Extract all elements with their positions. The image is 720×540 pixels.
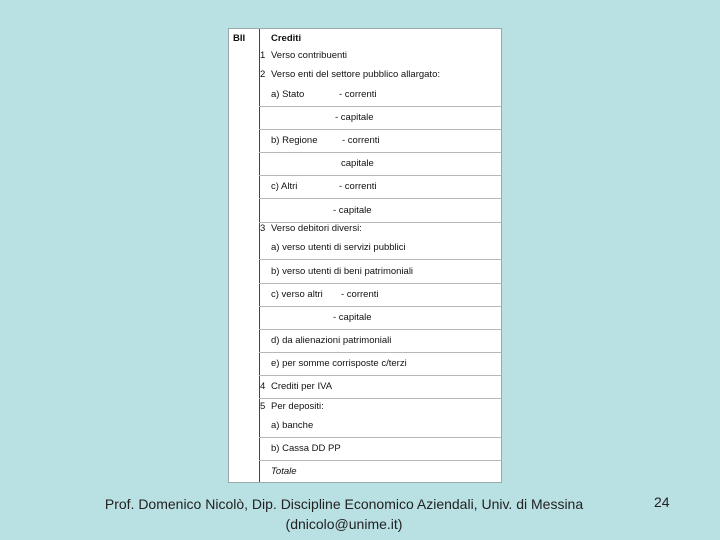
document-page xyxy=(228,28,502,483)
row-label: d) da alienazioni patrimoniali xyxy=(271,335,392,346)
section-code: BII xyxy=(233,33,246,44)
row-number: 5 xyxy=(260,401,266,412)
row-divider xyxy=(259,437,501,438)
row-divider xyxy=(259,306,501,307)
row-sublabel: - correnti xyxy=(339,181,377,192)
row-number: 3 xyxy=(260,223,266,234)
row-sublabel: - capitale xyxy=(333,312,372,323)
row-label: Verso contribuenti xyxy=(271,50,348,61)
row-label: b) Regione xyxy=(271,135,318,146)
total-label: Totale xyxy=(271,466,297,477)
row-sublabel: - correnti xyxy=(341,289,379,300)
row-label: Crediti per IVA xyxy=(271,381,333,392)
row-divider xyxy=(259,329,501,330)
row-sublabel: - capitale xyxy=(333,205,372,216)
row-divider xyxy=(259,198,501,199)
row-sublabel: - correnti xyxy=(339,89,377,100)
page-number: 24 xyxy=(654,494,670,510)
row-label: c) Altri xyxy=(271,181,298,192)
row-divider xyxy=(259,460,501,461)
row-label: b) Cassa DD PP xyxy=(271,443,341,454)
row-sublabel: - correnti xyxy=(342,135,380,146)
row-number: 1 xyxy=(260,50,266,61)
row-divider xyxy=(259,175,501,176)
row-label: c) verso altri xyxy=(271,289,323,300)
row-divider xyxy=(259,375,501,376)
row-sublabel: - capitale xyxy=(335,112,374,123)
row-divider xyxy=(259,259,501,260)
row-number: 4 xyxy=(260,381,266,392)
row-divider xyxy=(259,152,501,153)
row-sublabel: capitale xyxy=(341,158,374,169)
row-label: Per depositi: xyxy=(271,401,324,412)
row-label: b) verso utenti di beni patrimoniali xyxy=(271,266,414,277)
row-divider xyxy=(259,283,501,284)
footer-email: (dnicolo@unime.it) xyxy=(285,516,403,532)
footer-author: Prof. Domenico Nicolò, Dip. Discipline Economico Aziendali, Univ. di Messina xyxy=(104,496,584,512)
column-divider xyxy=(259,29,260,482)
row-label: a) banche xyxy=(271,420,314,431)
row-label: a) Stato xyxy=(271,89,305,100)
row-label: a) verso utenti di servizi pubblici xyxy=(271,242,406,253)
row-label: Verso enti del settore pubblico allargato: xyxy=(271,69,440,80)
row-label: e) per somme corrisposte c/terzi xyxy=(271,358,407,369)
row-divider xyxy=(259,352,501,353)
row-divider xyxy=(259,398,501,399)
row-label: Verso debitori diversi: xyxy=(271,223,362,234)
row-divider xyxy=(259,129,501,130)
row-divider xyxy=(259,106,501,107)
slide-footer xyxy=(84,494,604,534)
row-number: 2 xyxy=(260,69,266,80)
section-title: Crediti xyxy=(271,33,302,44)
